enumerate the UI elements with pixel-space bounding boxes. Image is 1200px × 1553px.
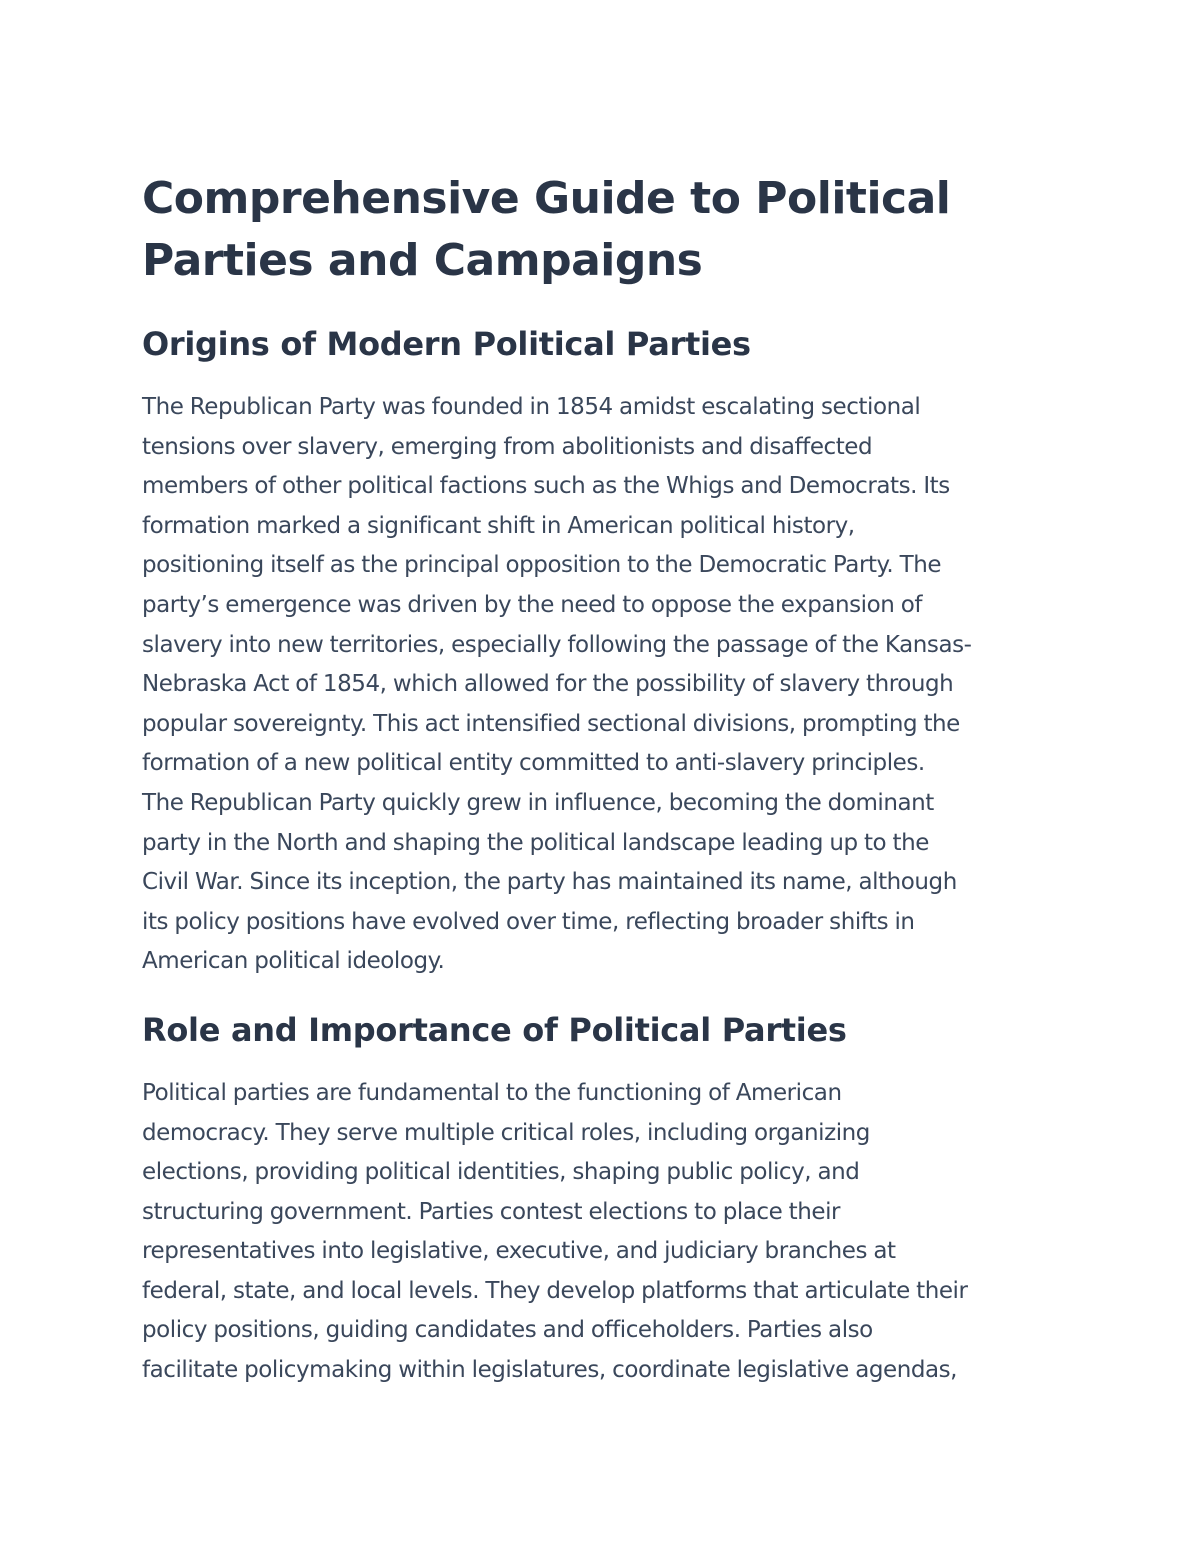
section-body-origins: The Republican Party was founded in 1854 amidst escalating sectional tensions over slavery, emerging from abolitionists and disaffected members of other political factions such as the Whigs and Democrats. Its formation marked a significant shift in American political history, positioning itself as the principal opposition to the Democratic Party. The party’s emergence was driven by the need to oppose the expansion of slavery into new territories, especially following the passage of the Kansas- Nebraska Act of 1854, which allowed for the possibility of slavery through popular sovereignty. This act intensified sectional divisions, prompting the formation of a new political entity committed to anti-slavery principles. The Republican Party quickly grew in influence, becoming the dominant party in the North and shaping the political landscape leading up to the Civil War. Since its inception, the party has maintained its name, although its policy positions have evolved over time, reflecting broader shifts in American political ideology. xyxy=(142,394,972,975)
document-title: Comprehensive Guide to Political Parties and Campaigns xyxy=(142,173,951,286)
document-page xyxy=(142,168,1072,1391)
section-heading-role: Role and Importance of Political Parties xyxy=(142,1010,847,1049)
section-heading-origins: Origins of Modern Political Parties xyxy=(142,325,751,363)
section-body-role: Political parties are fundamental to the functioning of American democracy. They serve multiple critical roles, including organizing elections, providing political identities, shaping public policy, and structuring government. Parties contest elections to place their representatives into legislative, executive, and judiciary branches at federal, state, and local levels. They develop platforms that articulate their policy positions, guiding candidates and officeholders. Parties also facilitate policymaking within legislatures, coordinate legislative agendas, xyxy=(142,1079,968,1384)
